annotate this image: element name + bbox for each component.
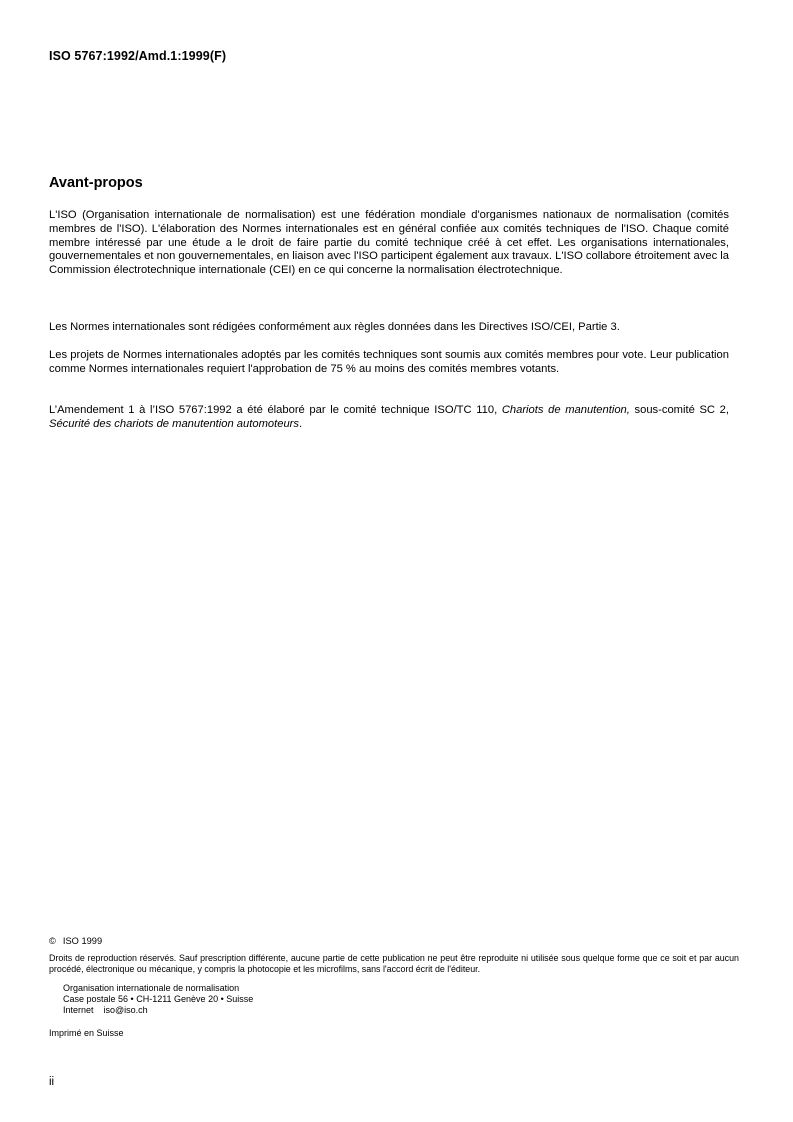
document-identifier: ISO 5767:1992/Amd.1:1999(F): [49, 49, 227, 63]
postal-address: Case postale 56 • CH-1211 Genève 20 • Suisse: [63, 994, 254, 1005]
internet-email-link[interactable]: iso@iso.ch: [103, 1005, 148, 1016]
internet-label: Internet: [63, 1005, 94, 1016]
committee-name: Chariots de manutention,: [501, 404, 630, 416]
internet-line: [63, 1005, 253, 1016]
copyright-icon: ©: [49, 936, 56, 946]
foreword-paragraph-voting: Les projets de Normes internationales adoptés par les comités techniques sont soumis aux comités membres pour vote. Leur publication comme Normes internationales requiert l'approbation de 75 % au moins des comités membres votants.: [49, 349, 729, 375]
page-number: ii: [49, 1076, 55, 1088]
subcommittee-name: Sécurité des chariots de manutention automoteurs: [49, 417, 299, 430]
organisation-name: Organisation internationale de normalisation: [63, 983, 240, 993]
foreword-paragraph-amendment: [49, 404, 729, 432]
copyright-text: ISO 1999: [62, 936, 103, 946]
rights-reserved-notice: Droits de reproduction réservés. Sauf prescription différente, aucune partie de cette publication ne peut être reproduite ni utilisée sous quelque forme que ce soit et par aucun procédé, électronique ou mécanique, y compris la photocopie et les microfilms, sans l'accord écrit de l'éditeur.: [49, 953, 739, 975]
foreword-paragraph-iso-description: L'ISO (Organisation internationale de normalisation) est une fédération mondiale d'organismes nationaux de normalisation (comités membres de l'ISO). L'élaboration des Normes internationales est en général confiée aux comités techniques de l'ISO. Chaque comité membre intéressé par une étude a le droit de faire partie du comité technique créé à cet effet. Les organisations internationales, gouvernementales et non gouvernementales, en liaison avec l'ISO participent également aux travaux. L'ISO collabore étroitement avec la Commission électrotechnique internationale (CEI) en ce qui concerne la normalisation électrotechnique.: [49, 209, 729, 277]
printed-in: Imprimé en Suisse: [49, 1028, 124, 1038]
amendment-intro: L’Amendement 1 à l’ISO 5767:1992 a été élaboré par le comité technique ISO/TC 110,: [49, 404, 502, 416]
foreword-paragraph-directives: Les Normes internationales sont rédigées conformément aux règles données dans les Directives ISO/CEI, Partie 3.: [49, 321, 620, 333]
publisher-address: [63, 983, 253, 1017]
subcommittee-prefix: sous-comité SC 2,: [629, 404, 729, 416]
foreword-title: Avant-propos: [49, 175, 143, 191]
copyright-line: [49, 936, 739, 948]
amendment-end: .: [299, 417, 303, 430]
